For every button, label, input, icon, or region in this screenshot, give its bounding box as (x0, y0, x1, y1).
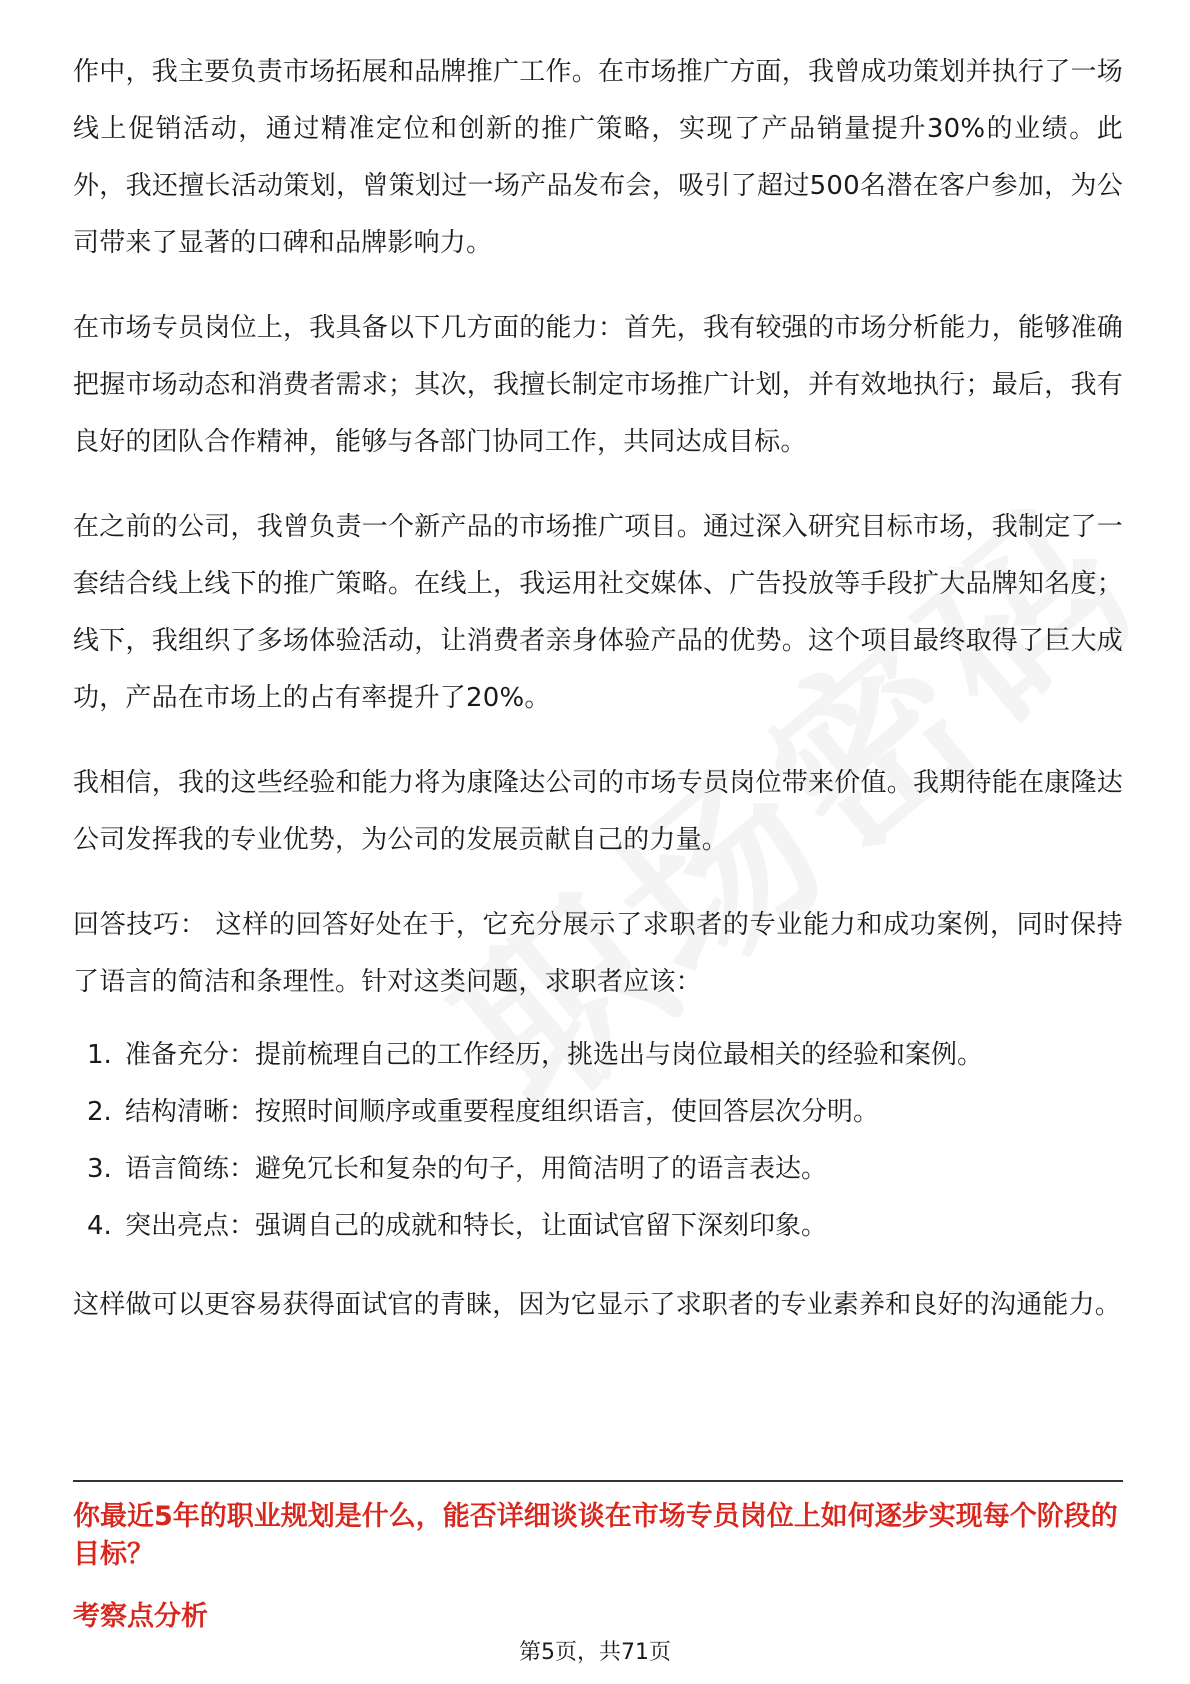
paragraph-abilities: 在市场专员岗位上，我具备以下几方面的能力：首先，我有较强的市场分析能力，能够准确把握市场动态和消费者需求；其次，我擅长制定市场推广计划，并有效地执行；最后，我有良好的团队合作精神，能够与各部门协同工作，共同达成目标。 (73, 313, 1123, 457)
list-item-text: 语言简练：避免冗长和复杂的句子，用简洁明了的语言表达。 (125, 1154, 828, 1184)
list-item (73, 1027, 1123, 1084)
list-item-text: 突出亮点：强调自己的成就和特长，让面试官留下深刻印象。 (125, 1211, 828, 1241)
list-item-text: 结构清晰：按照时间顺序或重要程度组织语言，使回答层次分明。 (125, 1097, 880, 1127)
list-item (73, 1084, 1123, 1141)
analysis-section-title: 考察点分析 (73, 1601, 208, 1632)
section-divider (73, 1480, 1123, 1482)
list-item (73, 1141, 1123, 1198)
list-item-number: 2. (87, 1097, 112, 1127)
paragraph-project: 在之前的公司，我曾负责一个新产品的市场推广项目。通过深入研究目标市场，我制定了一套结合线上线下的推广策略。在线上，我运用社交媒体、广告投放等手段扩大品牌知名度；线下，我组织了多场体验活动，让消费者亲身体验产品的优势。这个项目最终取得了巨大成功，产品在市场上的占有率提升了20%。 (73, 512, 1123, 713)
paragraph-answer-tips: 回答技巧： 这样的回答好处在于，它充分展示了求职者的专业能力和成功案例，同时保持了语言的简洁和条理性。针对这类问题，求职者应该： (73, 910, 1124, 997)
paragraph-experience: 作中，我主要负责市场拓展和品牌推广工作。在市场推广方面，我曾成功策划并执行了一场线上促销活动，通过精准定位和创新的推广策略，实现了产品销量提升30%的业绩。此外，我还擅长活动策划，曾策划过一场产品发布会，吸引了超过500名潜在客户参加，为公司带来了显著的口碑和品牌影响力。 (73, 57, 1123, 258)
list-item-number: 4. (87, 1211, 112, 1241)
paragraph-closing: 这样做可以更容易获得面试官的青睐，因为它显示了求职者的专业素养和良好的沟通能力。 (73, 1290, 1122, 1320)
document-body (73, 44, 1123, 1362)
list-item-number: 1. (87, 1040, 112, 1070)
list-item (73, 1198, 1123, 1255)
tips-list (73, 1027, 1123, 1255)
list-item-text: 准备充分：提前梳理自己的工作经历，挑选出与岗位最相关的经验和案例。 (125, 1040, 984, 1070)
list-item-number: 3. (87, 1154, 112, 1184)
page-number-footer: 第5页，共71页 (519, 1640, 671, 1665)
next-question-heading: 你最近5年的职业规划是什么，能否详细谈谈在市场专员岗位上如何逐步实现每个阶段的目标？ (73, 1501, 1118, 1570)
paragraph-value: 我相信，我的这些经验和能力将为康隆达公司的市场专员岗位带来价值。我期待能在康隆达公司发挥我的专业优势，为公司的发展贡献自己的力量。 (73, 768, 1123, 855)
